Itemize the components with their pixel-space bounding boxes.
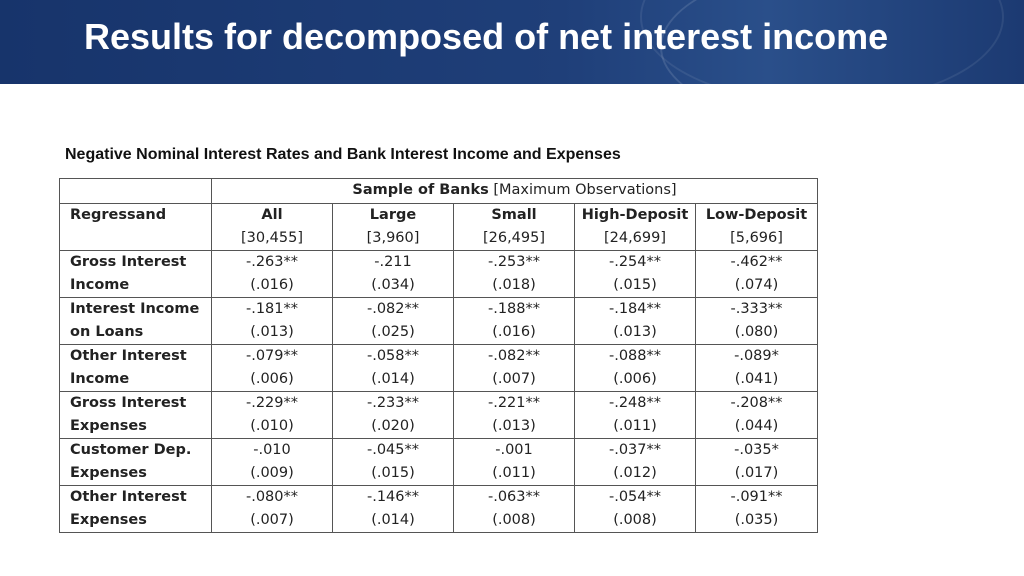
- value-cell: [333, 439, 454, 486]
- coefficient: -.208**: [730, 395, 783, 411]
- value-cell: [333, 486, 454, 533]
- table-row: [60, 251, 818, 298]
- standard-error: (.015): [371, 465, 415, 481]
- value-cell: [575, 345, 696, 392]
- standard-error: (.009): [250, 465, 294, 481]
- row-label: Gross Interest: [70, 395, 187, 411]
- coefficient: -.462**: [730, 254, 783, 270]
- standard-error: (.014): [371, 512, 415, 528]
- col-header-low-deposit: [696, 204, 818, 251]
- value-cell: [212, 251, 333, 298]
- coefficient: -.088**: [608, 348, 662, 364]
- standard-error: (.006): [613, 371, 657, 387]
- value-cell: [454, 439, 575, 486]
- value-cell: [696, 439, 818, 486]
- table-row: [60, 298, 818, 345]
- row-label: Income: [70, 371, 130, 387]
- col-obs: [30,455]: [240, 230, 304, 246]
- coefficient: -.080**: [245, 489, 299, 505]
- table-row: [60, 439, 818, 486]
- standard-error: (.015): [613, 277, 657, 293]
- coefficient: -.188**: [487, 301, 541, 317]
- value-cell: [333, 392, 454, 439]
- column-header-row: [60, 204, 818, 251]
- value-cell: [212, 345, 333, 392]
- coefficient: -.082**: [366, 301, 420, 317]
- standard-error: (.008): [492, 512, 536, 528]
- coefficient: -.063**: [487, 489, 541, 505]
- coefficient: -.263**: [245, 254, 299, 270]
- standard-error: (.011): [613, 418, 657, 434]
- coefficient: -.089*: [734, 348, 779, 364]
- value-cell: [575, 251, 696, 298]
- row-label-cell: [60, 486, 212, 533]
- col-name: High-Deposit: [581, 207, 689, 223]
- coefficient: -.082**: [487, 348, 541, 364]
- standard-error: (.012): [613, 465, 657, 481]
- value-cell: [454, 486, 575, 533]
- row-label: on Loans: [70, 324, 144, 340]
- row-label-cell: [60, 251, 212, 298]
- standard-error: (.010): [250, 418, 294, 434]
- value-cell: [454, 392, 575, 439]
- row-label: Interest Income: [70, 301, 200, 317]
- col-header-large: [333, 204, 454, 251]
- coefficient: -.091**: [730, 489, 783, 505]
- standard-error: (.016): [492, 324, 536, 340]
- standard-error: (.080): [734, 324, 779, 340]
- standard-error: (.014): [371, 371, 415, 387]
- coefficient: -.211: [374, 254, 412, 270]
- coefficient: -.146**: [366, 489, 420, 505]
- col-obs: [24,699]: [603, 230, 667, 246]
- coefficient: -.221**: [487, 395, 541, 411]
- value-cell: [575, 298, 696, 345]
- col-name: Small: [491, 207, 537, 223]
- table-row: [60, 345, 818, 392]
- sample-header-cell: [212, 179, 818, 204]
- row-label: Income: [70, 277, 130, 293]
- coefficient: -.010: [253, 442, 291, 458]
- coefficient: -.054**: [608, 489, 662, 505]
- value-cell: [696, 486, 818, 533]
- coefficient: -.333**: [730, 301, 783, 317]
- value-cell: [212, 392, 333, 439]
- col-header-high-deposit: [575, 204, 696, 251]
- col-obs: [26,495]: [482, 230, 546, 246]
- standard-error: (.044): [734, 418, 779, 434]
- coefficient: -.045**: [366, 442, 420, 458]
- value-cell: [212, 439, 333, 486]
- row-label: Customer Dep.: [70, 442, 192, 458]
- coefficient: -.181**: [245, 301, 299, 317]
- col-header-all: [212, 204, 333, 251]
- col-obs: [3,960]: [366, 230, 420, 246]
- coefficient: -.037**: [608, 442, 662, 458]
- empty-corner-cell: [60, 179, 212, 204]
- table-body: [60, 251, 818, 533]
- value-cell: [575, 486, 696, 533]
- standard-error: (.034): [371, 277, 415, 293]
- coefficient: -.233**: [366, 395, 420, 411]
- row-label: Other Interest: [70, 489, 187, 505]
- row-label-cell: [60, 298, 212, 345]
- row-label: Gross Interest: [70, 254, 187, 270]
- sample-header-bold: Sample of Banks: [352, 182, 489, 198]
- row-label-cell: [60, 345, 212, 392]
- col-name: Low-Deposit: [705, 207, 808, 223]
- value-cell: [696, 345, 818, 392]
- standard-error: (.011): [492, 465, 536, 481]
- coefficient: -.248**: [608, 395, 662, 411]
- row-label-cell: [60, 392, 212, 439]
- standard-error: (.013): [613, 324, 657, 340]
- table-row: [60, 486, 818, 533]
- standard-error: (.006): [250, 371, 294, 387]
- sample-header-row: [60, 179, 818, 204]
- value-cell: [696, 392, 818, 439]
- coefficient: -.001: [495, 442, 533, 458]
- value-cell: [696, 251, 818, 298]
- standard-error: (.035): [734, 512, 779, 528]
- col-name: Large: [369, 207, 417, 223]
- standard-error: (.041): [734, 371, 779, 387]
- standard-error: (.013): [492, 418, 536, 434]
- value-cell: [212, 298, 333, 345]
- standard-error: (.007): [492, 371, 536, 387]
- value-cell: [212, 486, 333, 533]
- regressand-header: [60, 204, 212, 251]
- coefficient: -.035*: [734, 442, 779, 458]
- standard-error: (.013): [250, 324, 294, 340]
- value-cell: [454, 345, 575, 392]
- row-label: Expenses: [70, 465, 147, 481]
- col-obs: [5,696]: [730, 230, 783, 246]
- standard-error: (.074): [734, 277, 779, 293]
- standard-error: (.020): [371, 418, 415, 434]
- standard-error: (.007): [250, 512, 294, 528]
- standard-error: (.018): [492, 277, 536, 293]
- value-cell: [333, 298, 454, 345]
- coefficient: -.184**: [608, 301, 662, 317]
- standard-error: (.008): [613, 512, 657, 528]
- value-cell: [696, 298, 818, 345]
- coefficient: -.229**: [245, 395, 299, 411]
- coefficient: -.058**: [366, 348, 420, 364]
- value-cell: [454, 298, 575, 345]
- value-cell: [333, 251, 454, 298]
- standard-error: (.025): [371, 324, 415, 340]
- value-cell: [575, 439, 696, 486]
- value-cell: [575, 392, 696, 439]
- row-label: Expenses: [70, 418, 147, 434]
- coefficient: -.079**: [245, 348, 299, 364]
- col-name: All: [261, 207, 283, 223]
- row-label-cell: [60, 439, 212, 486]
- col-header-small: [454, 204, 575, 251]
- table-caption: Negative Nominal Interest Rates and Bank Interest Income and Expenses: [65, 146, 621, 163]
- title-bar: [0, 0, 1024, 84]
- results-table: [59, 178, 818, 533]
- value-cell: [333, 345, 454, 392]
- regressand-label: Regressand: [70, 207, 167, 223]
- standard-error: (.016): [250, 277, 294, 293]
- page-title: Results for decomposed of net interest income: [84, 16, 889, 57]
- table-row: [60, 392, 818, 439]
- standard-error: (.017): [734, 465, 779, 481]
- row-label: Expenses: [70, 512, 147, 528]
- row-label: Other Interest: [70, 348, 187, 364]
- value-cell: [454, 251, 575, 298]
- coefficient: -.254**: [608, 254, 662, 270]
- coefficient: -.253**: [487, 254, 541, 270]
- sample-header-rest: [Maximum Observations]: [488, 182, 677, 198]
